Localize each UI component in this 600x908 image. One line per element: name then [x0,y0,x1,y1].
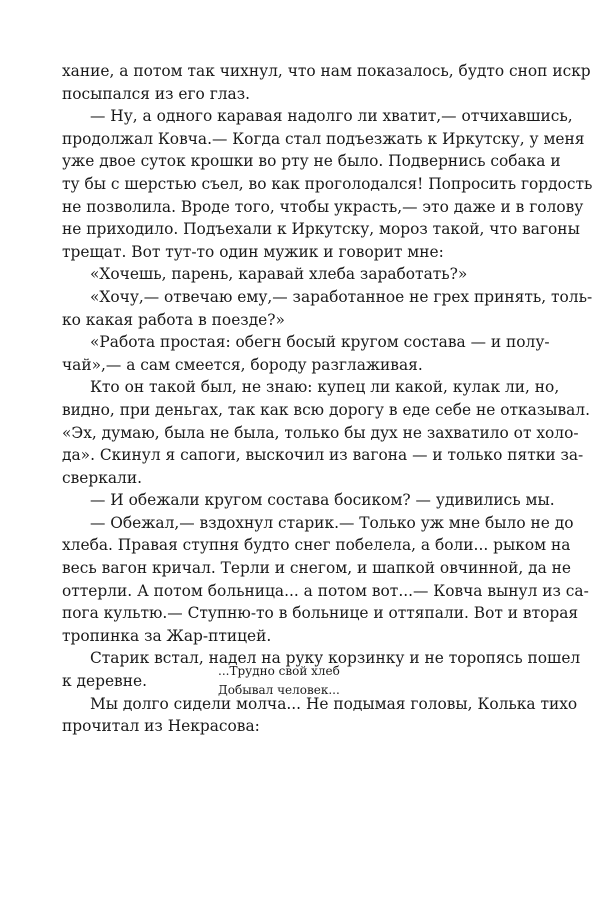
text-line: «Хочешь, парень, каравай хлеба заработать?» [90,265,468,284]
paragraph [62,512,589,648]
text-line: «Эх, думаю, была не была, только бы дух не захватило от холо- [62,423,579,442]
text-line: оттерли. А потом больница... а потом вот...— Ковча вынул из са- [62,581,589,600]
text-line: Кто он такой был, не знаю: купец ли какой, кулак ли, но, [90,378,560,397]
text-line: пога культю.— Ступню-то в больнице и оттяпали. Вот и вторая [62,604,579,623]
text-line: «Хочу,— отвечаю ему,— заработанное не грех принять, толь- [90,287,593,306]
text-line: — Ну, а одного каравая надолго ли хватит,— отчихавшись, [90,107,573,126]
text-line: да». Скинул я сапоги, выскочил из вагона — и только пятки за- [62,446,584,465]
text-line: ту бы с шерстью съел, во как проголодался! Попросить гордость [62,174,593,193]
text-line: тропинка за Жар-птицей. [62,626,272,645]
verse-line: Добывал человек... [218,683,340,697]
paragraph [62,376,590,489]
text-line: — Обежал,— вздохнул старик.— Только уж мне было не до [90,513,574,532]
paragraph [62,331,550,376]
paragraph [62,263,532,286]
text-line: видно, при деньгах, так как всю дорогу в еде себе не отказывал. [62,400,590,419]
paragraph [62,105,593,263]
text-line: прочитал из Некрасова: [62,717,260,736]
text-line: трещат. Вот тут-то один мужик и говорит мне: [62,242,444,261]
main-text [62,60,593,738]
paragraph [62,60,591,105]
text-line: — И обежали кругом состава босиком? — удивились мы. [90,491,555,510]
text-line: не позволила. Вроде того, чтобы украсть,— это даже и в голову [62,197,584,216]
text-line: «Работа простая: обегн босый кругом состава — и полу- [90,333,550,352]
verse-line: ...Трудно свой хлеб [218,664,340,678]
text-line: уже двое суток крошки во рту не было. Подвернись собака и [62,152,561,171]
paragraph [62,286,593,331]
text-line: ко какая работа в поезде?» [62,310,285,329]
text-line: продолжал Ковча.— Когда стал подъезжать к Иркутску, у меня [62,129,585,148]
verse-quote [218,662,340,700]
text-line: чай»,— а сам смеется, бороду разглаживая. [62,355,423,374]
text-line: хлеба. Правая ступня будто снег побелела, а боли... рыком на [62,536,571,555]
text-line: Мы долго сидели молча... Не подымая головы, Колька тихо [90,694,578,713]
text-line: к деревне. [62,672,147,691]
text-line: не приходило. Подъехали к Иркутску, мороз такой, что вагоны [62,220,580,239]
text-line: хание, а потом так чихнул, что нам показалось, будто сноп искр [62,62,591,80]
paragraph [62,489,555,512]
text-line: посыпался из его глаз. [62,84,251,103]
text-line: сверкали. [62,468,142,487]
text-line: Старик встал, надел на руку корзинку и не торопясь пошел [90,649,581,668]
text-line: весь вагон кричал. Терли и снегом, и шапкой овчинной, да не [62,559,572,578]
